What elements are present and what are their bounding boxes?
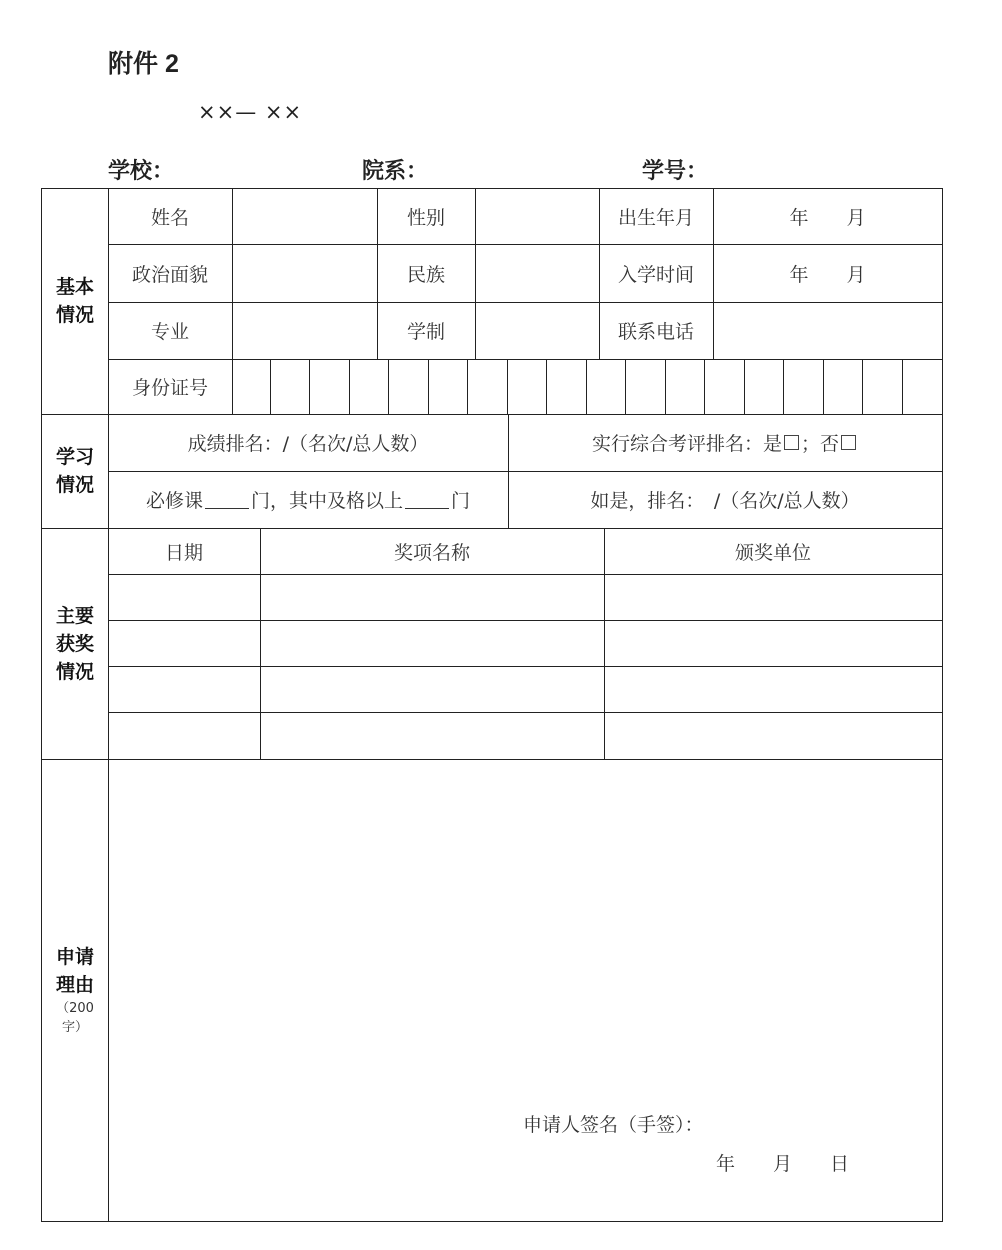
ethnicity-field[interactable] — [475, 244, 599, 302]
section-reason — [42, 759, 108, 1221]
required-middle: 门，其中及格以上 — [250, 490, 403, 512]
form-subtitle: ××— ×× — [198, 100, 303, 124]
eval-label: 实行综合考评排名：是 — [591, 433, 782, 455]
attachment-label: 附件 2 — [108, 50, 179, 78]
reason-text-area[interactable] — [108, 759, 942, 1089]
eval-no-checkbox[interactable] — [841, 435, 856, 450]
eval-separator: ；否 — [801, 433, 840, 455]
major-label: 专业 — [150, 321, 189, 343]
section-reason-note2: 字） — [61, 1020, 88, 1035]
required-count-blank[interactable] — [205, 490, 249, 509]
id-number-field[interactable] — [232, 359, 942, 414]
section-reason-line1: 申请 — [55, 946, 94, 968]
section-study-line2: 情况 — [55, 474, 94, 496]
political-field[interactable] — [232, 244, 377, 302]
section-reason-note1: （200 — [56, 1001, 94, 1016]
length-label: 学制 — [406, 321, 445, 343]
school-label: 学校： — [108, 159, 175, 184]
table-row[interactable] — [108, 620, 942, 666]
passed-count-blank[interactable] — [405, 490, 449, 509]
enroll-field[interactable]: 年 月 — [789, 263, 866, 286]
section-awards-line2: 获奖 — [55, 632, 94, 655]
if-yes-rank-label: 如是，排名： /（名次/总人数） — [590, 490, 860, 512]
required-row — [108, 471, 508, 528]
eval-row — [508, 414, 942, 471]
id-number-label: 身份证号 — [131, 377, 208, 399]
gender-field[interactable] — [475, 188, 599, 244]
signature-date: 年 月 日 — [716, 1153, 850, 1175]
required-suffix: 门 — [451, 490, 471, 512]
enroll-label: 入学时间 — [617, 263, 694, 286]
section-basic-info — [42, 188, 108, 414]
political-label: 政治面貌 — [131, 263, 208, 286]
section-awards — [42, 528, 108, 759]
birth-label: 出生年月 — [617, 206, 694, 229]
section-study-line1: 学习 — [55, 446, 94, 468]
rank-label: 成绩排名：/（名次/总人数） — [187, 433, 429, 455]
table-row[interactable] — [108, 666, 942, 712]
table-row[interactable] — [108, 712, 942, 759]
awards-col-issuer: 颁奖单位 — [734, 541, 811, 564]
department-label: 院系： — [362, 159, 429, 184]
name-label: 姓名 — [150, 206, 189, 229]
required-prefix: 必修课 — [145, 490, 203, 512]
section-reason-line2: 理由 — [55, 974, 94, 996]
phone-field[interactable] — [713, 302, 942, 359]
awards-col-date: 日期 — [164, 541, 203, 564]
eval-yes-checkbox[interactable] — [784, 435, 799, 450]
ethnicity-label: 民族 — [406, 263, 445, 286]
section-basic-line2: 情况 — [55, 304, 94, 326]
section-awards-line3: 情况 — [55, 660, 94, 683]
birth-field[interactable]: 年 月 — [789, 206, 866, 229]
table-row[interactable] — [108, 574, 942, 620]
signature-label: 申请人签名（手签）： — [523, 1114, 704, 1136]
section-awards-line1: 主要 — [55, 604, 94, 627]
length-field[interactable] — [475, 302, 599, 359]
awards-col-name: 奖项名称 — [393, 541, 470, 564]
gender-label: 性别 — [406, 206, 445, 229]
major-field[interactable] — [232, 302, 377, 359]
section-basic-line1: 基本 — [55, 276, 94, 298]
name-field[interactable] — [232, 188, 377, 244]
section-study — [42, 414, 108, 528]
student-id-label: 学号： — [642, 159, 709, 184]
phone-label: 联系电话 — [617, 321, 694, 343]
